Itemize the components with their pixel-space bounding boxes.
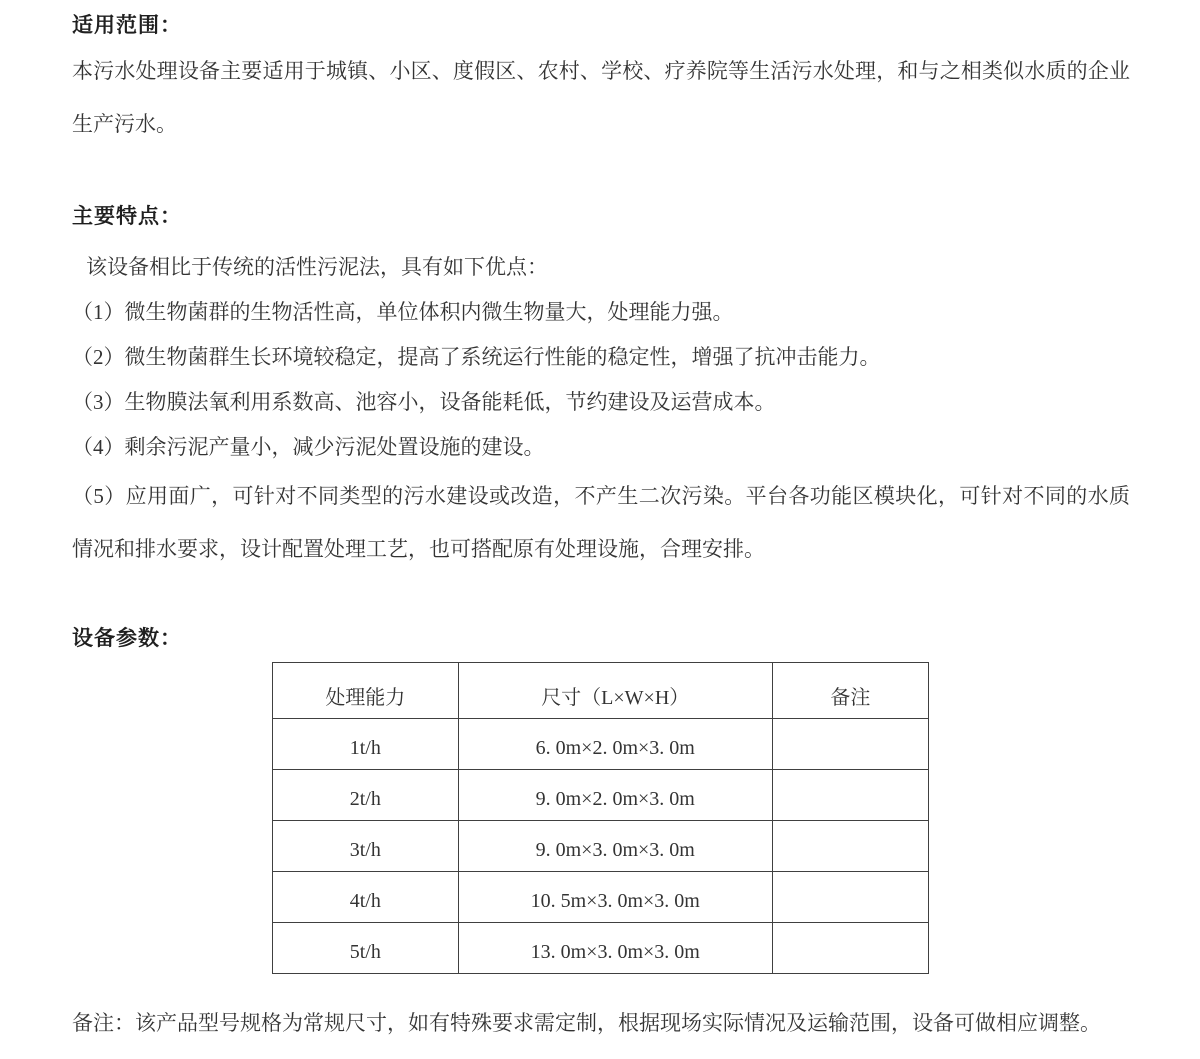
table-row	[273, 719, 929, 770]
feature-item-2: （2）微生物菌群生长环境较稳定，提高了系统运行性能的稳定性，增强了抗冲击能力。	[72, 345, 881, 369]
parameters-table	[272, 662, 929, 974]
scope-body: 本污水处理设备主要适用于城镇、小区、度假区、农村、学校、疗养院等生活污水处理，和与之相类似水质的企业生产污水。	[72, 59, 1130, 136]
remark-cell	[772, 821, 928, 872]
parameters-heading: 设备参数：	[72, 626, 182, 650]
feature-item-1: （1）微生物菌群的生物活性高，单位体积内微生物量大，处理能力强。	[72, 300, 734, 324]
capacity-cell: 3t/h	[273, 821, 459, 872]
feature-item-4: （4）剩余污泥产量小，减少污泥处置设施的建设。	[72, 435, 545, 459]
scope-heading: 适用范围：	[72, 13, 182, 37]
size-cell: 13. 0m×3. 0m×3. 0m	[458, 923, 772, 974]
capacity-cell: 2t/h	[273, 770, 459, 821]
size-cell: 10. 5m×3. 0m×3. 0m	[458, 872, 772, 923]
feature-item-5: （5）应用面广，可针对不同类型的污水建设或改造，不产生二次污染。平台各功能区模块化，可针对不同的水质情况和排水要求，设计配置处理工艺，也可搭配原有处理设施，合理安排。	[72, 484, 1130, 561]
column-header-remark: 备注	[772, 663, 928, 719]
capacity-cell: 4t/h	[273, 872, 459, 923]
table-row	[273, 821, 929, 872]
table-header-row	[273, 663, 929, 719]
size-cell: 9. 0m×3. 0m×3. 0m	[458, 821, 772, 872]
remark-cell	[772, 872, 928, 923]
capacity-cell: 1t/h	[273, 719, 459, 770]
table-row	[273, 770, 929, 821]
size-cell: 9. 0m×2. 0m×3. 0m	[458, 770, 772, 821]
remark-cell	[772, 719, 928, 770]
remark-cell	[772, 923, 928, 974]
features-lead: 该设备相比于传统的活性污泥法，具有如下优点：	[86, 255, 548, 279]
size-cell: 6. 0m×2. 0m×3. 0m	[458, 719, 772, 770]
column-header-capacity: 处理能力	[273, 663, 459, 719]
column-header-size: 尺寸（L×W×H）	[458, 663, 772, 719]
footer-note: 备注：该产品型号规格为常规尺寸，如有特殊要求需定制，根据现场实际情况及运输范围，设备可做相应调整。	[72, 1011, 1101, 1035]
table-row	[273, 923, 929, 974]
table-row	[273, 872, 929, 923]
features-heading: 主要特点：	[72, 204, 182, 228]
feature-item-3: （3）生物膜法氧利用系数高、池容小，设备能耗低，节约建设及运营成本。	[72, 390, 776, 414]
capacity-cell: 5t/h	[273, 923, 459, 974]
remark-cell	[772, 770, 928, 821]
